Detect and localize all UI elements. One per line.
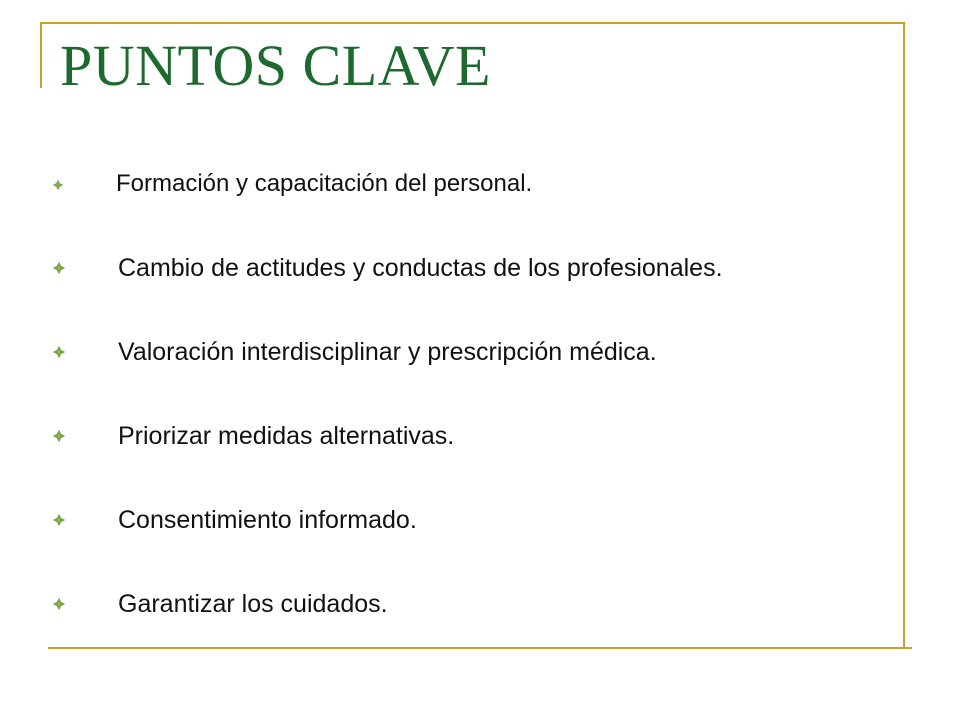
frame-right-line xyxy=(903,22,905,647)
bullet-item xyxy=(52,160,723,244)
bullet-list xyxy=(52,160,723,664)
bullet-item xyxy=(52,328,723,412)
slide-title: PUNTOS CLAVE xyxy=(60,33,491,98)
frame-top-line xyxy=(40,22,905,24)
frame-left-line xyxy=(40,22,42,88)
diamond-bullet-icon xyxy=(52,179,64,191)
diamond-bullet-icon xyxy=(52,513,66,527)
bullet-item xyxy=(52,412,723,496)
diamond-bullet-icon xyxy=(52,597,66,611)
bullet-text: Formación y capacitación del personal. xyxy=(116,170,533,197)
diamond-bullet-icon xyxy=(52,345,66,359)
diamond-bullet-icon xyxy=(52,261,66,275)
bullet-text: Priorizar medidas alternativas. xyxy=(118,422,455,450)
bullet-text: Garantizar los cuidados. xyxy=(118,590,388,618)
bullet-text: Valoración interdisciplinar y prescripción médica. xyxy=(118,338,657,366)
bullet-item xyxy=(52,496,723,580)
bullet-text: Consentimiento informado. xyxy=(118,506,417,534)
bullet-item xyxy=(52,580,723,664)
diamond-bullet-icon xyxy=(52,429,66,443)
bullet-text: Cambio de actitudes y conductas de los profesionales. xyxy=(118,254,723,282)
bullet-item xyxy=(52,244,723,328)
